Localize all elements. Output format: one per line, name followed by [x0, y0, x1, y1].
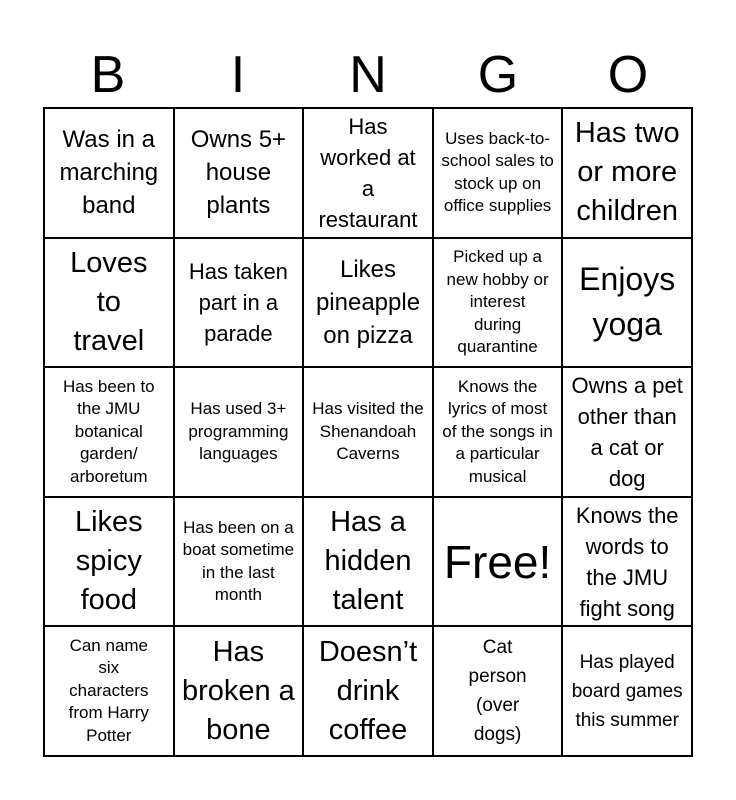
bingo-cell-free[interactable]: [433, 497, 563, 627]
header-letter-i: I: [230, 46, 246, 104]
cell-text: Knows the lyrics of most of the songs in a particular musical: [442, 376, 553, 486]
bingo-cell[interactable]: [562, 497, 692, 627]
cell-text: Has taken part in a parade: [188, 258, 288, 346]
cell-text: Has broken a bone: [181, 635, 295, 746]
bingo-cell[interactable]: [174, 238, 304, 368]
cell-text: Owns 5+ house plants: [190, 126, 287, 220]
bingo-cell[interactable]: [44, 367, 174, 497]
bingo-cell[interactable]: [174, 108, 304, 238]
cell-text: Has two or more children: [574, 117, 680, 228]
cell-text: Doesn’t drink coffee: [318, 635, 418, 746]
bingo-cell[interactable]: [44, 108, 174, 238]
bingo-cell[interactable]: [433, 626, 563, 756]
bingo-cell[interactable]: [303, 367, 433, 497]
cell-text: Has used 3+ programming languages: [188, 399, 289, 464]
bingo-cell[interactable]: [562, 238, 692, 368]
cell-text: Knows the words to the JMU fight song: [575, 502, 679, 621]
header-letter-b: B: [90, 46, 126, 104]
bingo-cell[interactable]: [562, 108, 692, 238]
header-letter-n: N: [349, 46, 387, 104]
bingo-cell[interactable]: [433, 238, 563, 368]
cell-text: Enjoys yoga: [579, 261, 676, 343]
cell-text: Has a hidden talent: [324, 506, 412, 617]
cell-text: Has visited the Shenandoah Caverns: [312, 399, 424, 464]
cell-text: Picked up a new hobby or interest during quarantine: [446, 247, 549, 357]
cell-text: Has been on a boat sometime in the last month: [182, 517, 295, 605]
bingo-cell[interactable]: [562, 367, 692, 497]
cell-text: Uses back-to-school sales to stock up on office supplies: [441, 128, 554, 216]
bingo-cell[interactable]: [44, 497, 174, 627]
header-letter-o: O: [607, 46, 649, 104]
bingo-cell[interactable]: [174, 367, 304, 497]
header-letter-g: G: [477, 46, 519, 104]
cell-text: Was in a marching band: [59, 126, 159, 220]
cell-text: Has played board games this summer: [571, 651, 683, 731]
bingo-cell[interactable]: [303, 238, 433, 368]
bingo-grid: [43, 107, 693, 757]
cell-text: Has been to the JMU botanical garden/ arboretum: [62, 376, 155, 486]
bingo-cell[interactable]: [562, 626, 692, 756]
bingo-cell[interactable]: [44, 238, 174, 368]
cell-text: Has worked at a restaurant: [318, 113, 418, 232]
bingo-cell[interactable]: [303, 497, 433, 627]
bingo-cell[interactable]: [433, 367, 563, 497]
bingo-header: [43, 44, 693, 106]
cell-text: Loves to travel: [70, 246, 148, 357]
bingo-cell[interactable]: [44, 626, 174, 756]
bingo-cell[interactable]: [174, 626, 304, 756]
bingo-cell[interactable]: [174, 497, 304, 627]
cell-text: Cat person (over dogs): [468, 637, 527, 746]
bingo-cell[interactable]: [303, 626, 433, 756]
cell-text: Likes pineapple on pizza: [315, 255, 421, 349]
bingo-cell[interactable]: [303, 108, 433, 238]
cell-text: Likes spicy food: [74, 506, 143, 617]
cell-text: Owns a pet other than a cat or dog: [571, 373, 683, 491]
bingo-cell[interactable]: [433, 108, 563, 238]
free-space-text: Free!: [443, 535, 552, 588]
cell-text: Can name six characters from Harry Potter: [68, 635, 149, 745]
